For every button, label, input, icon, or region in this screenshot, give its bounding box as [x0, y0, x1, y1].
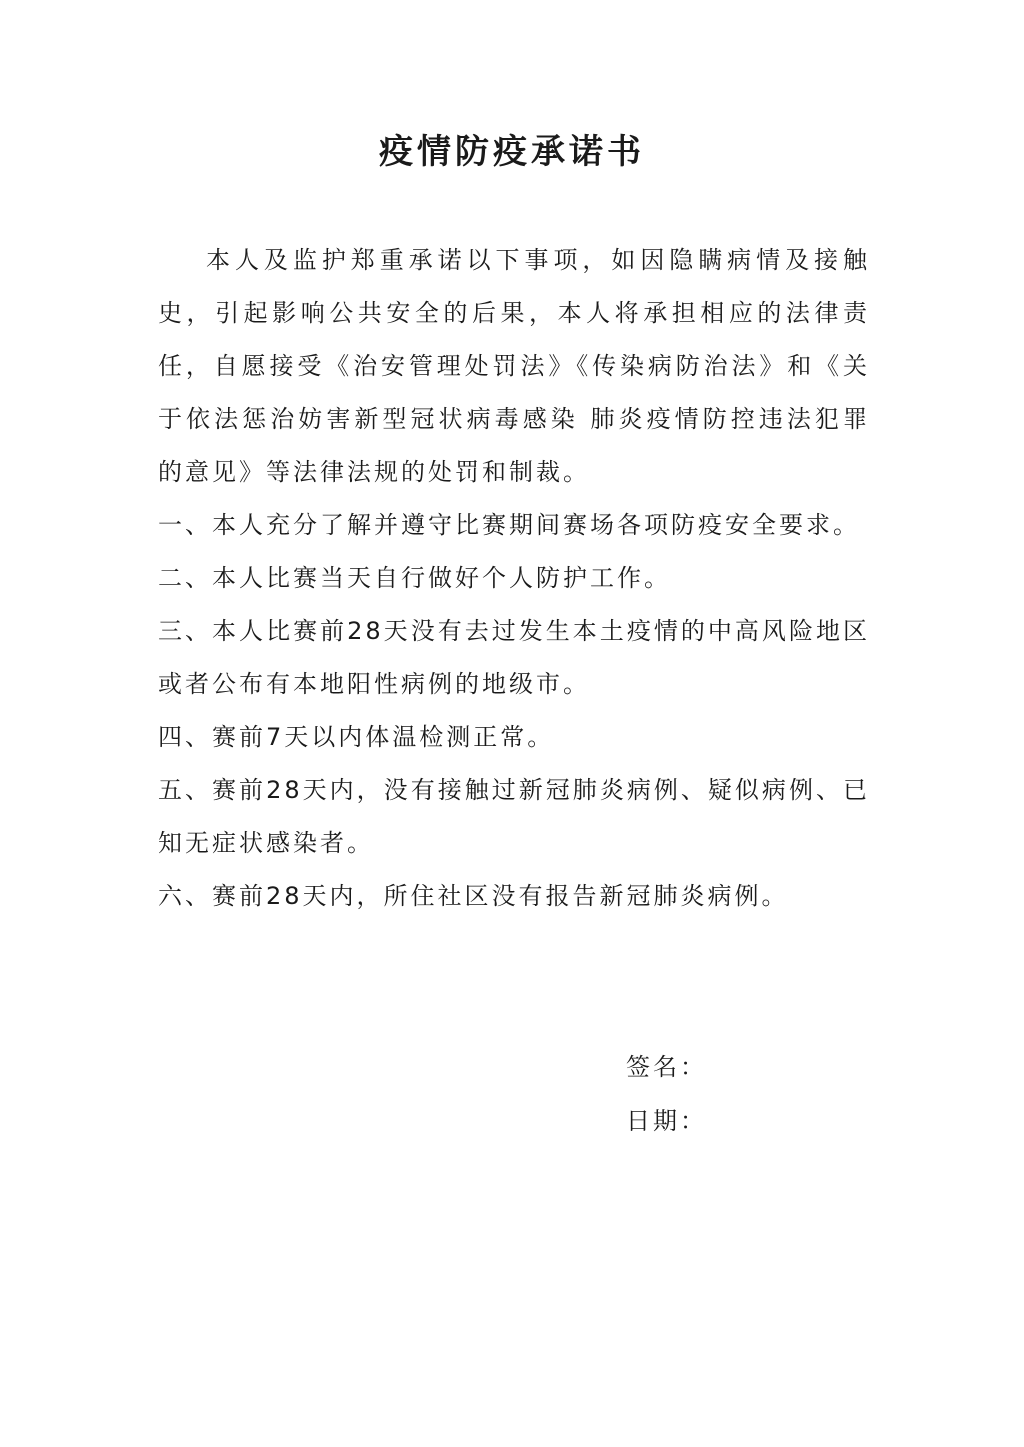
commitment-item-4: 四、赛前7天以内体温检测正常。 [158, 723, 555, 751]
signature-block [626, 1040, 707, 1148]
document-title: 疫情防疫承诺书 [379, 132, 645, 172]
commitment-item-3: 三、本人比赛前28天没有去过发生本土疫情的中高风险地区或者公布有本地阳性病例的地级市。 [158, 617, 870, 698]
intro-paragraph: 本人及监护郑重承诺以下事项，如因隐瞒病情及接触史，引起影响公共安全的后果，本人将承担相应的法律责任，自愿接受《治安管理处罚法》《传染病防治法》和《关于依法惩治妨害新型冠状病毒感染 肺炎疫情防控违法犯罪的意见》等法律法规的处罚和制裁。 [158, 246, 870, 486]
commitment-item-1: 一、本人充分了解并遵守比赛期间赛场各项防疫安全要求。 [158, 511, 860, 539]
commitment-item-2: 二、本人比赛当天自行做好个人防护工作。 [158, 564, 671, 592]
signature-label: 签名： [626, 1053, 707, 1081]
document-body [158, 234, 870, 923]
commitment-item-5: 五、赛前28天内，没有接触过新冠肺炎病例、疑似病例、已知无症状感染者。 [158, 776, 870, 857]
commitment-item-6: 六、赛前28天内，所住社区没有报告新冠肺炎病例。 [158, 882, 789, 910]
date-label: 日期： [626, 1107, 707, 1135]
